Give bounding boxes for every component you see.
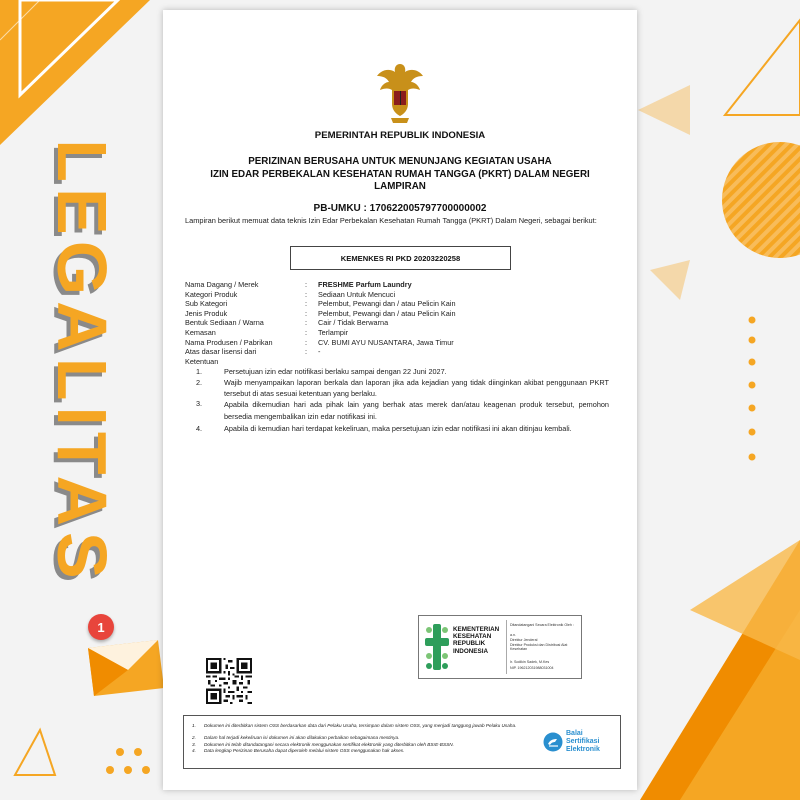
document-page	[163, 10, 637, 790]
field-separator: :	[305, 318, 308, 328]
e-signature-box	[418, 615, 582, 679]
field-value: FRESHME Parfum Laundry	[318, 280, 412, 289]
signer-position: Direktur Jenderal	[510, 638, 538, 642]
footnote-text: Dokumen ini diterbitkan sistem OSS berdasarkan data dari Pelaku Usaha, tersimpan dalam sistem OSS, yang menjadi tanggung jawab Pelaku Usaha.	[204, 723, 517, 728]
field-value: Pelembut, Pewangi dan / atau Pelicin Kain	[318, 308, 456, 318]
field-value: Terlampir	[318, 328, 349, 337]
signed-by-label: Ditandatangani Secara Elektronik Oleh :	[510, 623, 574, 627]
ministry-line: KEMENTERIAN	[453, 626, 500, 633]
field-separator: :	[305, 280, 308, 289]
field-label: Kemasan	[185, 328, 216, 337]
intro-text: Lampiran berikut memuat data teknis Izin Edar Perbekalan Kesehatan Rumah Tangga (PKRT) Dalam Negeri, sebagai berikut:	[185, 216, 597, 225]
footnote-number: 1.	[192, 723, 196, 728]
ministry-line: REPUBLIK	[453, 640, 486, 648]
term-number: 2.	[196, 378, 203, 387]
field-label: Nama Dagang / Merek	[185, 280, 259, 289]
signer-nip: NIP. 196212031988031004	[510, 666, 554, 670]
ketentuan-label: Ketentuan	[185, 357, 219, 366]
field-value: Sediaan Untuk Mencuci	[318, 289, 396, 299]
bsre-line: Balai	[566, 730, 583, 737]
field-separator: :	[305, 328, 308, 337]
footnote-number: 2.	[192, 735, 196, 740]
footnote-text: Data lengkap Perizinan Berusaha dapat diperoleh melalui sistem OSS menggunakan hak akses.	[204, 748, 405, 753]
field-label: Atas dasar lisensi dari	[185, 347, 257, 357]
field-separator: :	[305, 308, 308, 318]
ministry-line: INDONESIA	[453, 647, 488, 655]
pkd-number-box	[290, 246, 511, 270]
government-title: PEMERINTAH REPUBLIK INDONESIA	[314, 130, 486, 141]
bsre-line: Sertifikasi	[566, 738, 600, 745]
signer-name: Ir. Sodikin Sadek, M.Kes	[510, 660, 550, 664]
footnotes-box	[183, 715, 621, 769]
footnote-text: Dokumen ini telah ditandatangani secara elektronik menggunakan sertifikat elektronik yang diterbitkan oleh BSrE-BSSN.	[204, 741, 454, 747]
footnote-number: 4.	[192, 748, 196, 753]
term-number: 3.	[196, 399, 203, 408]
pb-umku-number: PB-UMKU : 170622005797700000002	[313, 203, 487, 214]
bsre-logo-icon	[543, 732, 563, 752]
field-separator: :	[305, 337, 308, 347]
term-text: Wajib menyampaikan laporan berkala dan laporan jika ada kejadian yang tidak diinginkan akibat penggunaan PKRT tersebut di atas sesuai ketentuan yang berlaku.	[224, 378, 609, 398]
heading-line: IZIN EDAR PERBEKALAN KESEHATAN RUMAH TANGGA (PKRT) DALAM NEGERI	[210, 168, 590, 180]
term-number: 1.	[196, 367, 203, 376]
footnote-number: 3.	[192, 741, 196, 747]
field-separator: :	[305, 347, 308, 357]
field-label: Kategori Produk	[185, 289, 238, 299]
pkd-number: KEMENKES RI PKD 20203220258	[340, 253, 461, 263]
field-label: Jenis Produk	[185, 308, 228, 318]
garuda-emblem-icon	[375, 60, 425, 126]
field-separator: :	[305, 289, 308, 299]
heading-line: PERIZINAN BERUSAHA UNTUK MENUNJANG KEGIATAN USAHA	[248, 156, 552, 167]
document-heading	[163, 156, 637, 194]
divider	[506, 620, 507, 674]
notification-badge: 1	[88, 614, 114, 640]
heading-line: LAMPIRAN	[374, 181, 426, 192]
term-text: Apabila dikemudian hari ada pihak lain yang berhak atas merek dan/atau keagenan produk tersebut, pemohon bersedia mengembalikan izin edar notifikasi ini.	[224, 400, 609, 421]
footnote-text: Dalam hal terjadi kekeliruan isi dokumen ini akan dilakukan perbaikan sebagaimana mestinya.	[204, 735, 400, 740]
signer-office: Direktur Produksi dan Distribusi Alat Kesehatan	[510, 643, 568, 652]
bsre-name	[566, 730, 600, 754]
field-label: Bentuk Sediaan / Warna	[185, 318, 264, 328]
term-number: 4.	[196, 424, 203, 433]
side-title: LEGALITAS	[43, 139, 121, 585]
field-value: Pelembut, Pewangi dan / atau Pelicin Kain	[318, 299, 456, 309]
term-text: Apabila di kemudian hari terdapat kekeliruan, maka persetujuan izin edar notifikasi ini akan ditinjau kembali.	[224, 424, 572, 433]
field-value: CV. BUMI AYU NUSANTARA, Jawa Timur	[318, 337, 454, 347]
qr-code-icon	[206, 658, 252, 704]
ministry-line: KESEHATAN	[453, 633, 492, 641]
bsre-line: Elektronik	[566, 746, 600, 753]
field-separator: :	[305, 299, 308, 309]
kemenkes-logo-icon	[423, 622, 451, 672]
field-value: -	[318, 347, 321, 357]
field-label: Sub Kategori	[185, 299, 228, 309]
an-label: a.n.	[510, 633, 516, 637]
field-label: Nama Produsen / Pabrikan	[185, 337, 273, 347]
term-text: Persetujuan izin edar notifikasi berlaku sampai dengan 22 Juni 2027.	[224, 367, 447, 376]
field-value: Cair / Tidak Berwarna	[318, 318, 389, 328]
ministry-name	[453, 626, 499, 655]
